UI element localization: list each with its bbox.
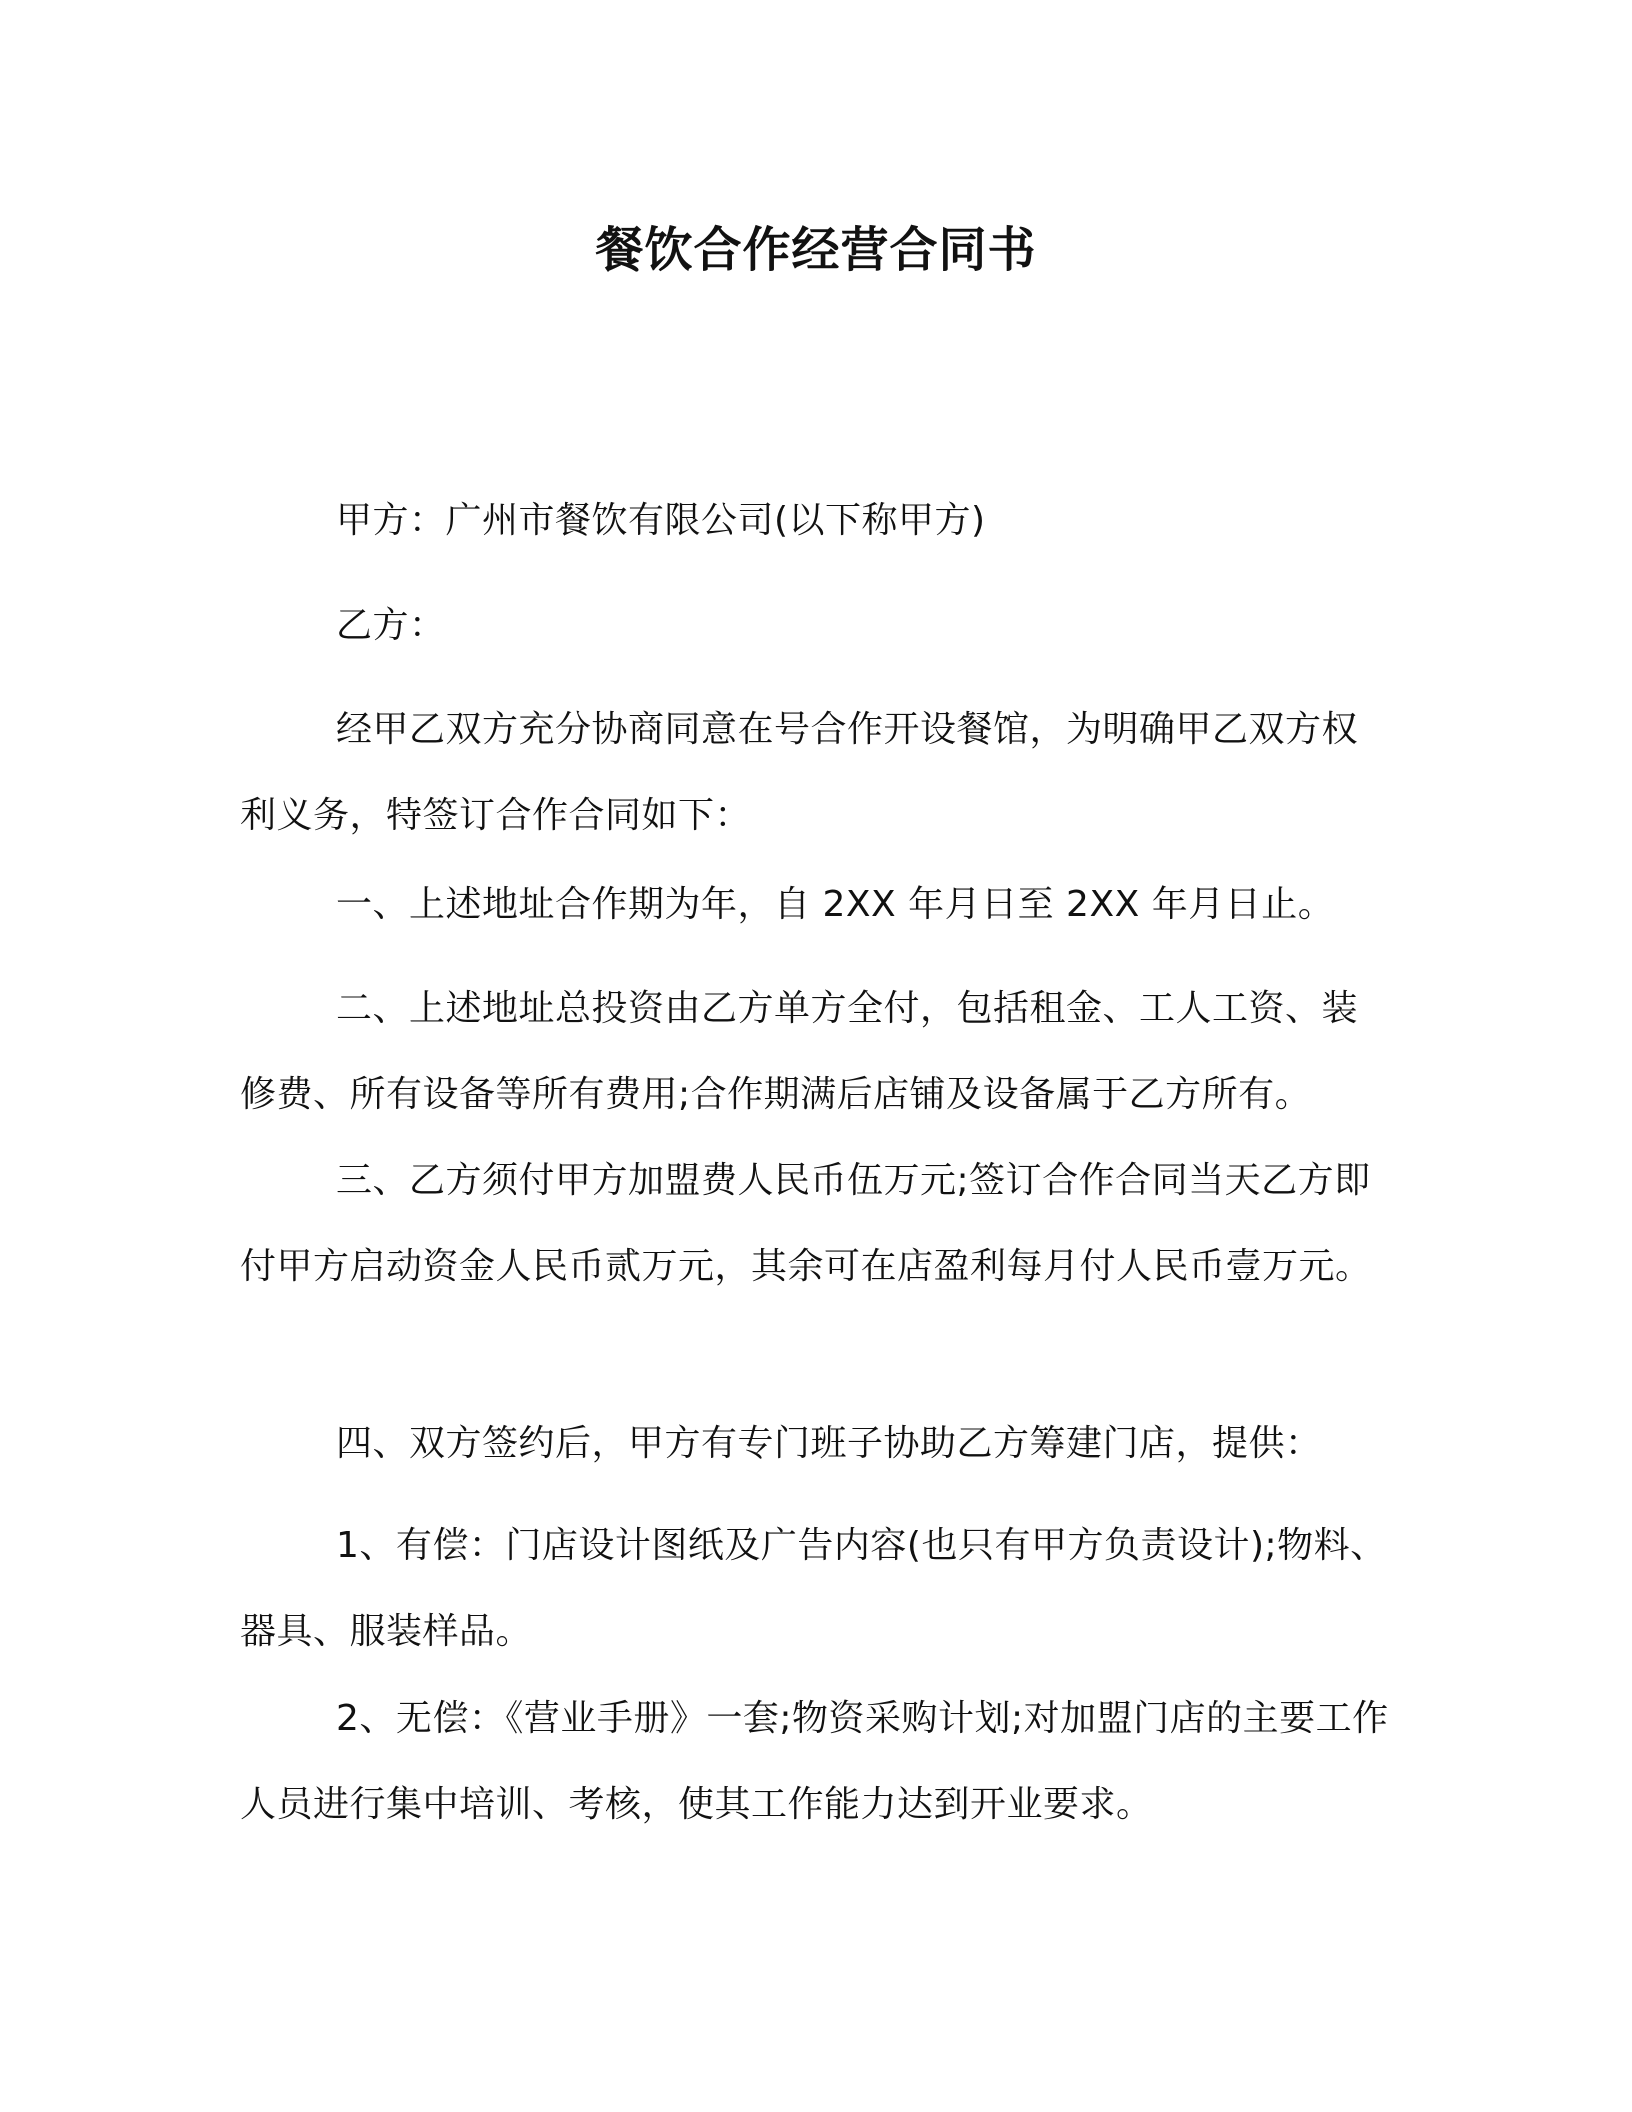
clause-4: 四、双方签约后，甲方有专门班子协助乙方筹建门店，提供： [336,1423,1322,1464]
clause-1: 一、上述地址合作期为年，自 2XX 年月日至 2XX 年月日止。 [336,884,1335,925]
party-a-line: 甲方：广州市餐饮有限公司(以下称甲方) [336,500,986,541]
clause-3: 三、乙方须付甲方加盟费人民币伍万元;签订合作合同当天乙方即付甲方启动资金人民币贰万元，其余可在店盈利每月付人民币壹万元。 [240,1160,1372,1287]
party-b-line: 乙方： [336,605,446,646]
clause-4-item-1: 1、有偿：门店设计图纸及广告内容(也只有甲方负责设计);物料、器具、服装样品。 [240,1525,1387,1652]
document-title: 餐饮合作经营合同书 [595,222,1037,278]
clause-2: 二、上述地址总投资由乙方单方全付，包括租金、工人工资、装修费、所有设备等所有费用;合作期满后店铺及设备属于乙方所有。 [240,988,1359,1115]
preamble-paragraph: 经甲乙双方充分协商同意在号合作开设餐馆，为明确甲乙双方权利义务，特签订合作合同如下： [240,709,1359,836]
clause-4-item-2: 2、无偿：《营业手册》一套;物资采购计划;对加盟门店的主要工作人员进行集中培训、考核，使其工作能力达到开业要求。 [240,1698,1389,1825]
